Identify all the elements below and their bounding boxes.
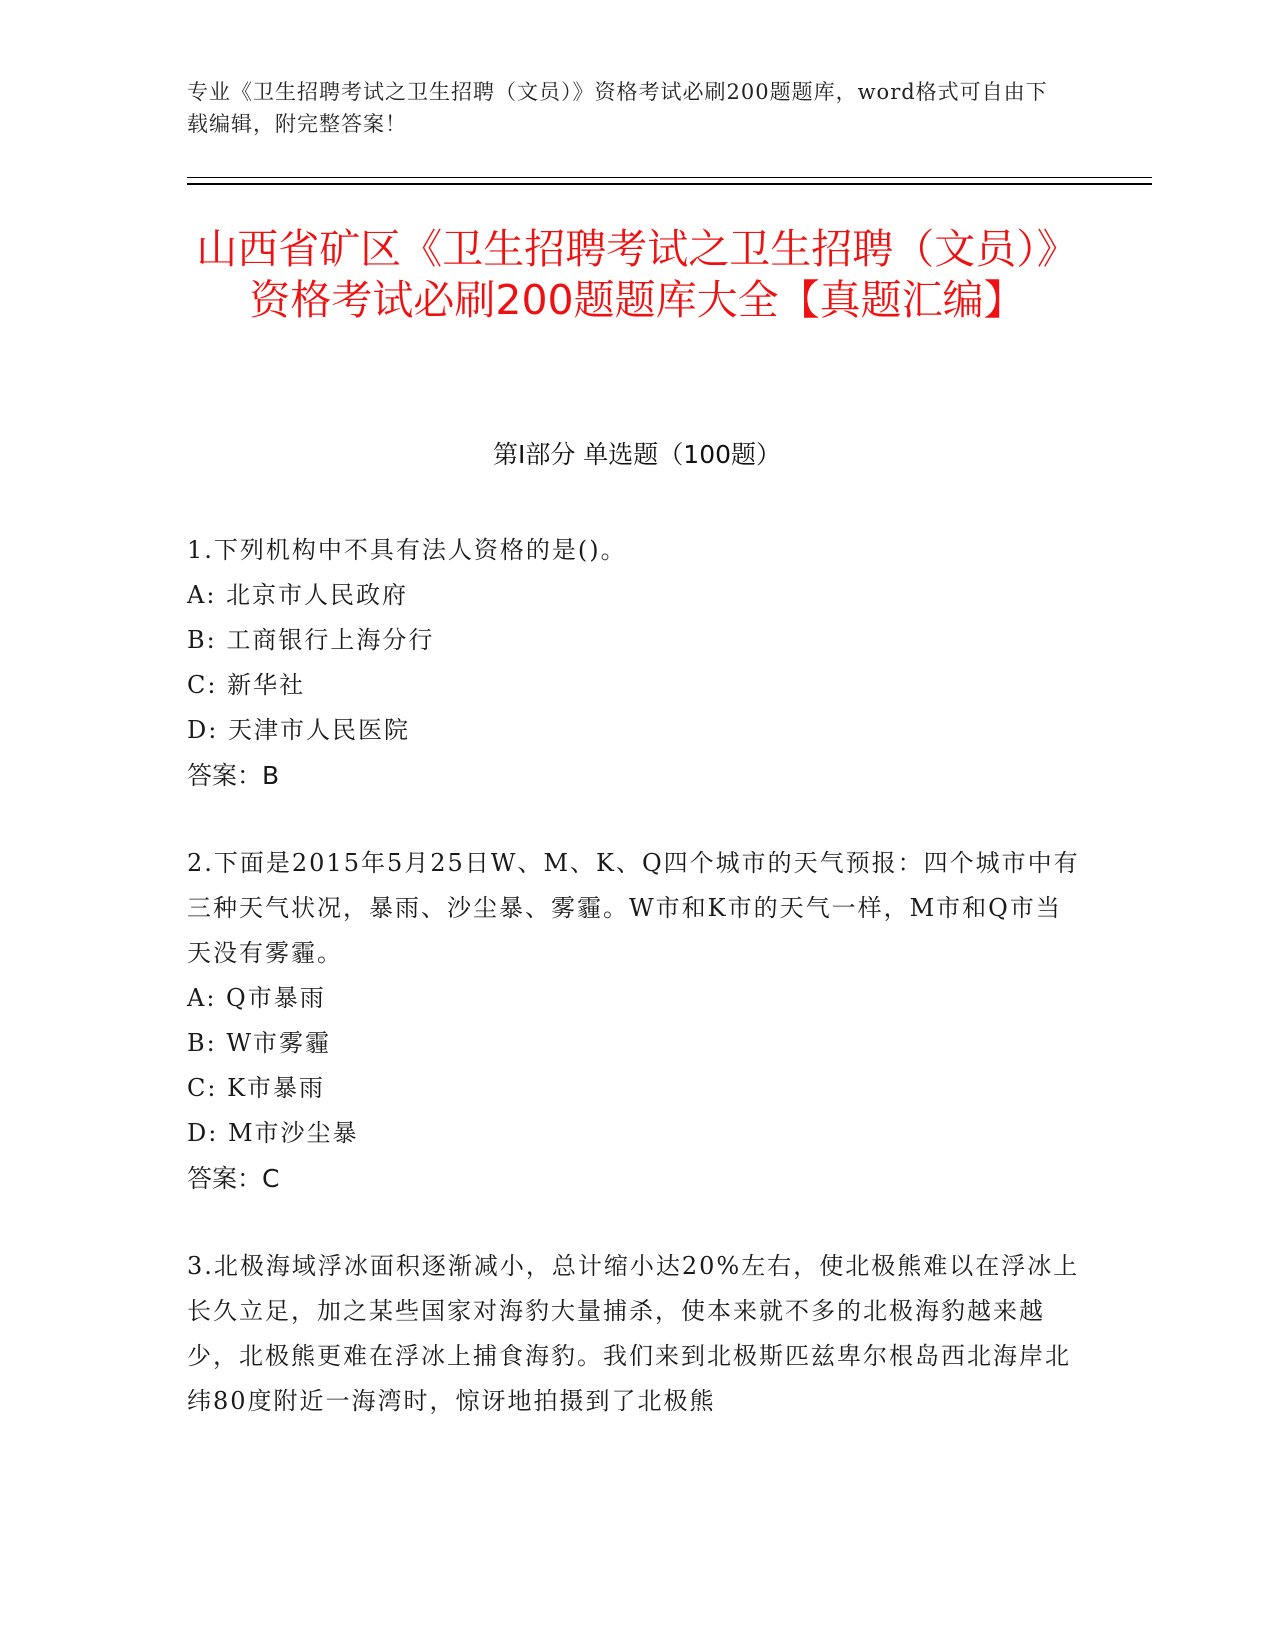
document-title: 山西省矿区《卫生招聘考试之卫生招聘（文员）》资格考试必刷200题题库大全【真题汇编】 [196, 225, 1078, 324]
answer: 答案：C [187, 1164, 280, 1193]
question-3 [187, 1244, 1087, 1424]
option-d: D: 天津市人民医院 [187, 716, 410, 744]
question-2 [187, 841, 1087, 1201]
question-stem: 2.下面是2015年5月25日W、M、K、Q四个城市的天气预报：四个城市中有三种天气状况，暴雨、沙尘暴、雾霾。W市和K市的天气一样，M市和Q市当天没有雾霾。 [187, 849, 1080, 967]
question-stem: 3.北极海域浮冰面积逐渐减小，总计缩小达20%左右，使北极熊难以在浮冰上长久立足，加之某些国家对海豹大量捕杀，使本来就不多的北极海豹越来越少，北极熊更难在浮冰上捕食海豹。我们来到北极斯匹兹卑尔根岛西北海岸北纬80度附近一海湾时，惊讶地拍摄到了北极熊 [187, 1252, 1080, 1415]
option-b: B: 工商银行上海分行 [187, 626, 435, 654]
option-a: A: Q市暴雨 [187, 984, 326, 1012]
option-c: C: K市暴雨 [187, 1074, 326, 1102]
header-rule-thick [187, 183, 1152, 185]
header-rule-thin [187, 177, 1152, 178]
option-b: B: W市雾霾 [187, 1029, 332, 1057]
option-c: C: 新华社 [187, 671, 306, 699]
option-a: A: 北京市人民政府 [187, 581, 409, 609]
question-stem: 1.下列机构中不具有法人资格的是()。 [187, 536, 627, 564]
header-note: 专业《卫生招聘考试之卫生招聘（文员）》资格考试必刷200题题库，word格式可自由下载编辑，附完整答案！ [187, 80, 1048, 136]
option-d: D: M市沙尘暴 [187, 1119, 359, 1147]
question-list [187, 528, 1087, 1467]
section-title: 第I部分 单选题（100题） [492, 440, 782, 469]
question-1 [187, 528, 1087, 798]
answer: 答案：B [187, 761, 280, 790]
